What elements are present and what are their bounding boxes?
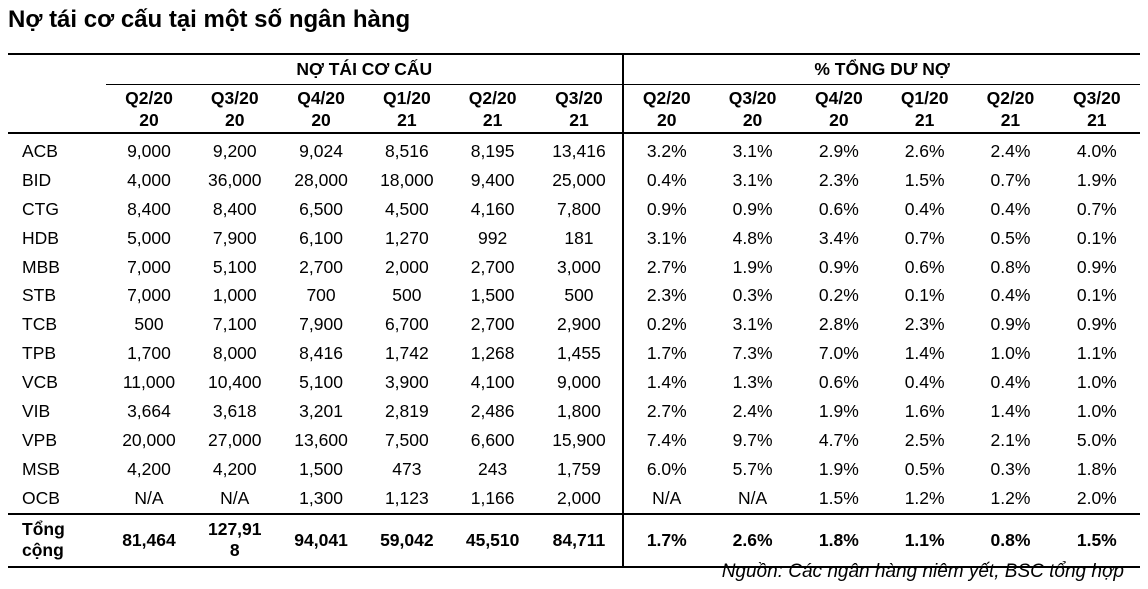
debt-value-cell: 13,600: [294, 429, 348, 450]
percent-value-cell: 1.5%: [818, 487, 859, 508]
quarter-header-line: Q4/20: [815, 87, 863, 108]
debt-value-cell: 1,300: [299, 487, 343, 508]
table-row: [8, 455, 1140, 484]
quarter-header-line: 21: [482, 109, 503, 130]
debt-value-cell: 6,500: [299, 198, 343, 219]
debt-value-cell: N/A: [220, 487, 250, 508]
percent-value-cell: 0.4%: [990, 372, 1031, 393]
percent-value-cell: 2.3%: [904, 314, 945, 335]
total-value-line: 0.8%: [990, 529, 1031, 550]
bank-name: STB: [22, 285, 57, 306]
total-debt-cell: [192, 514, 278, 567]
bank-name: HDB: [22, 227, 59, 248]
total-value-line: 94,041: [294, 529, 348, 550]
percent-value-cell: 0.7%: [1076, 198, 1117, 219]
debt-value-cell: 1,268: [470, 343, 515, 364]
quarter-header: [1054, 85, 1140, 134]
debt-value-cell: 473: [392, 458, 422, 479]
percent-value-cell: 3.1%: [732, 169, 773, 190]
percent-value-cell: 2.4%: [732, 400, 773, 421]
debt-value-cell: 7,500: [384, 429, 429, 450]
percent-value-cell: 0.2%: [818, 285, 859, 306]
table-row: [8, 339, 1140, 368]
percent-value-cell: 0.3%: [732, 285, 773, 306]
debt-value-cell: 500: [564, 285, 594, 306]
percent-value-cell: 9.7%: [732, 429, 773, 450]
debt-value-cell: 7,900: [212, 227, 257, 248]
debt-value-cell: 20,000: [122, 429, 176, 450]
percent-value-cell: 0.4%: [990, 198, 1031, 219]
total-value-line: 1.8%: [818, 529, 859, 550]
table-row: [8, 224, 1140, 253]
total-percent-cell: [882, 514, 967, 567]
debt-value-cell: 1,000: [212, 285, 257, 306]
debt-value-cell: 2,900: [557, 314, 601, 335]
total-value-line: 45,510: [465, 529, 520, 550]
percent-value-cell: 1.9%: [1076, 169, 1117, 190]
quarter-header: [967, 85, 1053, 134]
debt-value-cell: 18,000: [380, 169, 434, 190]
percent-value-cell: 4.8%: [732, 227, 773, 248]
debt-value-cell: 1,759: [557, 458, 601, 479]
bank-name: VPB: [22, 429, 58, 450]
debt-value-cell: 1,270: [384, 227, 429, 248]
debt-value-cell: 6,700: [384, 314, 429, 335]
debt-value-cell: 500: [392, 285, 422, 306]
quarter-header-line: 21: [397, 109, 417, 130]
page-title: Nợ tái cơ cấu tại một số ngân hàng: [8, 6, 411, 33]
table-row: [8, 253, 1140, 282]
total-value-line: 2.6%: [732, 529, 773, 550]
quarter-header-line: 20: [742, 109, 763, 130]
debt-value-cell: 36,000: [207, 169, 262, 190]
debt-value-cell: 8,400: [127, 198, 171, 219]
quarter-header-line: 20: [139, 109, 159, 130]
quarter-header-line: Q1/20: [383, 87, 431, 108]
total-value-line: 127,91: [207, 519, 262, 540]
bank-name: MSB: [22, 458, 60, 479]
bank-name: MBB: [22, 256, 60, 277]
percent-value-cell: 1.0%: [1076, 372, 1117, 393]
bank-name: VIB: [22, 400, 51, 421]
quarter-header-line: Q2/20: [468, 87, 517, 108]
debt-value-cell: 3,000: [557, 256, 601, 277]
debt-value-cell: 8,195: [470, 140, 515, 161]
total-debt-cell: [449, 514, 535, 567]
debt-value-cell: 2,000: [384, 256, 429, 277]
bank-name: TPB: [22, 343, 57, 364]
percent-value-cell: 1.4%: [990, 400, 1031, 421]
quarter-header-line: Q3/20: [1072, 87, 1121, 108]
bank-name: TCB: [22, 314, 57, 335]
quarter-header: [536, 85, 623, 134]
source-note: Nguồn: Các ngân hàng niêm yết, BSC tổng hợp: [721, 561, 1124, 582]
total-percent-cell: [1054, 514, 1140, 567]
table-row: [8, 166, 1140, 195]
percent-value-cell: 0.1%: [1076, 285, 1117, 306]
percent-value-cell: 3.1%: [732, 314, 773, 335]
percent-value-cell: 0.4%: [990, 285, 1031, 306]
total-row: [8, 514, 1140, 567]
group-header-row: [8, 54, 1140, 85]
percent-value-cell: 2.1%: [990, 429, 1031, 450]
corner-cell: [8, 54, 106, 85]
debt-value-cell: 7,000: [127, 256, 171, 277]
debt-value-cell: 3,618: [212, 400, 257, 421]
debt-value-cell: 4,000: [127, 169, 171, 190]
debt-value-cell: 4,500: [384, 198, 429, 219]
total-percent-cell: [796, 514, 882, 567]
percent-value-cell: 0.3%: [990, 458, 1031, 479]
debt-value-cell: 181: [564, 227, 594, 248]
bank-name: VCB: [22, 372, 58, 393]
percent-value-cell: 2.3%: [818, 169, 859, 190]
quarter-header-line: 21: [1000, 109, 1021, 130]
debt-value-cell: 8,400: [212, 198, 257, 219]
total-label-line: cộng: [22, 540, 64, 561]
percent-value-cell: 0.6%: [818, 372, 859, 393]
percent-value-cell: 0.1%: [1076, 227, 1117, 248]
quarter-header-row: [8, 85, 1140, 134]
debt-value-cell: 5,000: [127, 227, 171, 248]
debt-value-cell: 8,416: [299, 343, 343, 364]
table-row: [8, 310, 1140, 339]
quarter-header-line: 21: [569, 109, 589, 130]
debt-value-cell: 2,700: [470, 314, 515, 335]
debt-value-cell: 5,100: [212, 256, 257, 277]
debt-value-cell: 1,123: [384, 487, 429, 508]
quarter-header: [278, 85, 364, 134]
percent-value-cell: 0.1%: [904, 285, 945, 306]
debt-value-cell: 1,700: [127, 343, 171, 364]
total-value-line: 1.7%: [646, 529, 687, 550]
quarter-header: [106, 85, 191, 134]
quarter-header: [449, 85, 535, 134]
percent-value-cell: 4.7%: [818, 429, 859, 450]
percent-value-cell: 1.3%: [732, 372, 773, 393]
percent-group-header: % TỔNG DƯ NỢ: [623, 54, 1140, 85]
debt-value-cell: 25,000: [552, 169, 606, 190]
debt-value-cell: 500: [134, 314, 164, 335]
percent-value-cell: 2.0%: [1076, 487, 1117, 508]
percent-value-cell: 2.8%: [818, 314, 859, 335]
quarter-header-line: Q4/20: [297, 87, 345, 108]
quarter-header-line: Q3/20: [210, 87, 259, 108]
debt-value-cell: 2,700: [470, 256, 515, 277]
quarter-header: [623, 85, 709, 134]
percent-value-cell: 0.9%: [623, 195, 709, 224]
debt-value-cell: 2,819: [384, 400, 429, 421]
table-row: [8, 195, 1140, 224]
total-value-line: 1.5%: [1076, 529, 1117, 550]
quarter-header-line: Q3/20: [728, 87, 777, 108]
table-row: [8, 484, 1140, 514]
total-value-line: 84,711: [552, 529, 606, 550]
percent-value-cell: 0.4%: [623, 166, 709, 195]
debt-group-header: NỢ TÁI CƠ CẤU: [106, 54, 623, 85]
percent-value-cell: 3.1%: [623, 224, 709, 253]
total-debt-cell: [106, 514, 191, 567]
debt-value-cell: 8,516: [384, 140, 429, 161]
quarter-header: [796, 85, 882, 134]
bank-name: OCB: [22, 487, 60, 508]
percent-value-cell: 1.7%: [623, 339, 709, 368]
total-value-line: 1.1%: [904, 529, 945, 550]
total-debt-cell: [536, 514, 623, 567]
debt-value-cell: N/A: [134, 487, 164, 508]
bank-name: CTG: [22, 198, 59, 219]
debt-value-cell: 700: [306, 285, 336, 306]
percent-value-cell: 7.3%: [732, 343, 773, 364]
percent-value-cell: 2.5%: [904, 429, 945, 450]
quarter-header-line: 21: [1087, 109, 1107, 130]
debt-value-cell: 11,000: [122, 372, 176, 393]
debt-value-cell: 5,100: [299, 372, 343, 393]
total-label-line: Tổng: [22, 519, 65, 540]
table-row: [8, 397, 1140, 426]
percent-value-cell: 0.6%: [904, 256, 945, 277]
table-row: [8, 368, 1140, 397]
quarter-header-line: Q2/20: [125, 87, 173, 108]
percent-value-cell: 5.7%: [732, 458, 773, 479]
debt-value-cell: 6,600: [470, 429, 515, 450]
table-row: [8, 281, 1140, 310]
debt-value-cell: 6,100: [299, 227, 343, 248]
debt-value-cell: 4,100: [470, 372, 515, 393]
quarter-header-line: 20: [311, 109, 331, 130]
debt-value-cell: 4,200: [212, 458, 257, 479]
total-debt-cell: [278, 514, 364, 567]
debt-value-cell: 1,455: [557, 343, 601, 364]
percent-value-cell: 3.2%: [623, 133, 709, 166]
percent-value-cell: 0.9%: [732, 198, 773, 219]
percent-value-cell: 0.4%: [904, 372, 945, 393]
percent-value-cell: 1.4%: [623, 368, 709, 397]
debt-value-cell: 1,800: [557, 400, 601, 421]
percent-value-cell: 4.0%: [1076, 140, 1117, 161]
percent-value-cell: 1.2%: [904, 487, 945, 508]
quarter-header-line: Q3/20: [555, 87, 603, 108]
percent-value-cell: 0.9%: [990, 314, 1031, 335]
percent-value-cell: 7.0%: [818, 343, 859, 364]
percent-value-cell: 5.0%: [1076, 429, 1117, 450]
percent-value-cell: 3.4%: [818, 227, 859, 248]
bank-column-header: [8, 85, 106, 134]
quarter-header-line: 20: [829, 109, 849, 130]
debt-value-cell: 1,166: [470, 487, 515, 508]
debt-value-cell: 13,416: [552, 140, 606, 161]
percent-value-cell: 2.7%: [623, 253, 709, 282]
percent-value-cell: 2.3%: [623, 281, 709, 310]
total-percent-cell: [709, 514, 795, 567]
total-value-line: 59,042: [380, 529, 434, 550]
debt-value-cell: 9,200: [212, 140, 257, 161]
debt-value-cell: 15,900: [552, 429, 606, 450]
percent-value-cell: 0.6%: [818, 198, 859, 219]
debt-value-cell: 9,400: [470, 169, 515, 190]
total-value-line: 81,464: [122, 529, 176, 550]
debt-value-cell: 27,000: [207, 429, 262, 450]
percent-value-cell: 0.7%: [990, 169, 1031, 190]
bank-name: ACB: [22, 140, 58, 161]
debt-value-cell: 2,000: [557, 487, 601, 508]
percent-value-cell: 2.9%: [818, 140, 859, 161]
bank-name: BID: [22, 169, 52, 190]
percent-value-cell: 1.2%: [990, 487, 1031, 508]
debt-value-cell: 9,024: [299, 140, 343, 161]
quarter-header-line: Q1/20: [900, 87, 949, 108]
percent-value-cell: 0.8%: [990, 256, 1031, 277]
quarter-header: [882, 85, 967, 134]
debt-value-cell: 1,500: [299, 458, 343, 479]
debt-value-cell: 8,000: [212, 343, 257, 364]
percent-value-cell: 1.1%: [1076, 343, 1117, 364]
quarter-header: [192, 85, 278, 134]
percent-value-cell: N/A: [737, 487, 768, 508]
quarter-header-line: Q2/20: [642, 87, 691, 108]
debt-value-cell: 7,100: [212, 314, 257, 335]
percent-value-cell: 2.7%: [623, 397, 709, 426]
percent-value-cell: 1.5%: [904, 169, 945, 190]
quarter-header-line: Q2/20: [986, 87, 1035, 108]
debt-value-cell: 3,900: [384, 372, 429, 393]
quarter-header: [364, 85, 449, 134]
percent-value-cell: 0.9%: [1076, 314, 1117, 335]
quarter-header-line: 21: [914, 109, 935, 130]
debt-value-cell: 2,700: [299, 256, 343, 277]
table-body: [8, 133, 1140, 567]
debt-value-cell: 10,400: [207, 372, 262, 393]
total-percent-cell: [623, 514, 709, 567]
percent-value-cell: 0.5%: [990, 227, 1031, 248]
percent-value-cell: 1.9%: [732, 256, 773, 277]
percent-value-cell: 7.4%: [623, 426, 709, 455]
debt-value-cell: 4,160: [470, 198, 515, 219]
percent-value-cell: 1.9%: [818, 458, 859, 479]
percent-value-cell: 1.0%: [1076, 400, 1117, 421]
debt-value-cell: 3,664: [127, 400, 171, 421]
percent-value-cell: 0.4%: [904, 198, 945, 219]
table-row: [8, 133, 1140, 166]
percent-value-cell: 1.0%: [990, 343, 1031, 364]
debt-value-cell: 9,000: [127, 140, 171, 161]
debt-value-cell: 9,000: [557, 372, 601, 393]
total-value-line: 8: [229, 540, 240, 561]
debt-value-cell: 1,500: [470, 285, 515, 306]
percent-value-cell: 1.8%: [1076, 458, 1117, 479]
percent-value-cell: 2.4%: [990, 140, 1031, 161]
percent-value-cell: 1.9%: [818, 400, 859, 421]
debt-value-cell: 3,201: [299, 400, 343, 421]
total-label: [8, 514, 106, 567]
percent-value-cell: 0.7%: [904, 227, 945, 248]
debt-value-cell: 7,900: [299, 314, 343, 335]
quarter-header: [709, 85, 795, 134]
percent-value-cell: 0.2%: [623, 310, 709, 339]
debt-value-cell: 2,486: [470, 400, 515, 421]
percent-value-cell: 6.0%: [623, 455, 709, 484]
debt-value-cell: 243: [478, 458, 508, 479]
debt-value-cell: 4,200: [127, 458, 171, 479]
debt-value-cell: 7,800: [557, 198, 601, 219]
table-row: [8, 426, 1140, 455]
percent-value-cell: 0.5%: [904, 458, 945, 479]
percent-value-cell: 0.9%: [818, 256, 859, 277]
percent-value-cell: 2.6%: [904, 140, 945, 161]
quarter-header-line: 20: [657, 109, 677, 130]
percent-value-cell: 3.1%: [732, 140, 773, 161]
debt-value-cell: 7,000: [127, 285, 171, 306]
percent-value-cell: 1.4%: [904, 343, 945, 364]
percent-value-cell: 1.6%: [904, 400, 945, 421]
debt-value-cell: 1,742: [384, 343, 429, 364]
total-debt-cell: [364, 514, 449, 567]
debt-value-cell: 28,000: [294, 169, 348, 190]
percent-value-cell: N/A: [623, 484, 709, 514]
restructured-debt-table: [8, 53, 1140, 568]
quarter-header-line: 20: [225, 109, 245, 130]
debt-value-cell: 992: [478, 227, 508, 248]
total-percent-cell: [967, 514, 1053, 567]
percent-value-cell: 0.9%: [1076, 256, 1117, 277]
